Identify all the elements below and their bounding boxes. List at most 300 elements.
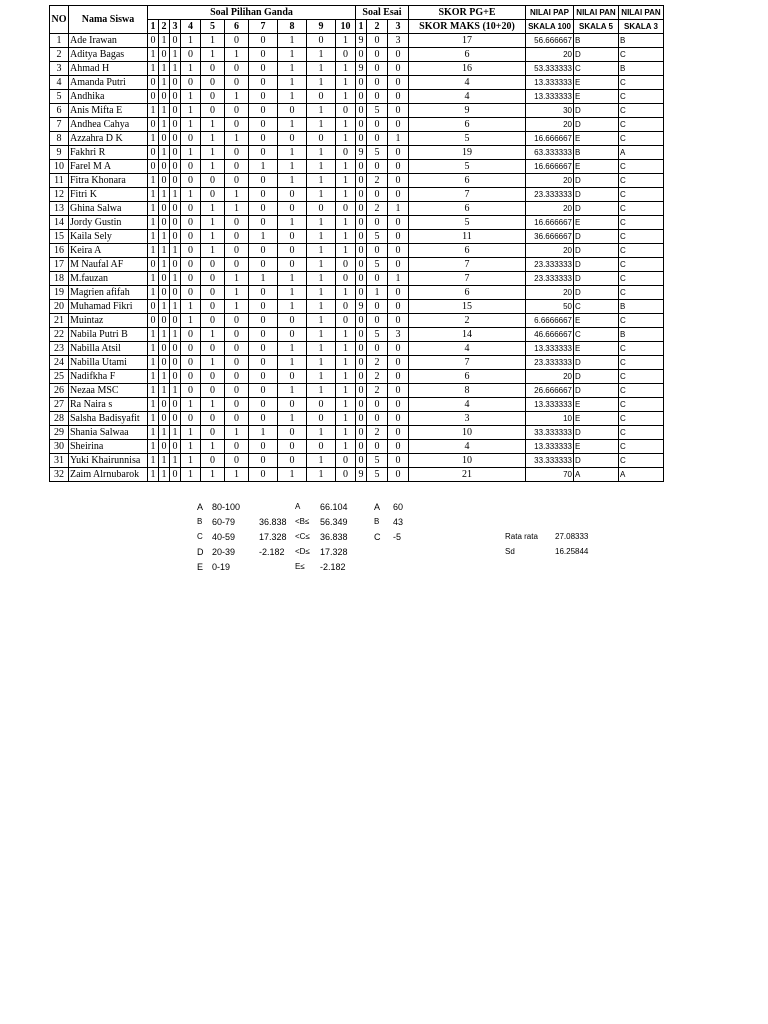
pg-score: 1: [148, 104, 159, 118]
nilai-pap-100: 23.333333: [526, 258, 574, 272]
pg-score: 0: [249, 118, 278, 132]
total-score: 15: [409, 300, 526, 314]
table-row: [50, 342, 664, 356]
nilai-pan-3: B: [619, 34, 664, 48]
nilai-pan-3: C: [619, 104, 664, 118]
esai-score: 9: [356, 300, 367, 314]
pg-score: 0: [159, 440, 170, 454]
pg-score: 1: [170, 188, 181, 202]
esai-score: 0: [356, 454, 367, 468]
nilai-pan-3: C: [619, 48, 664, 62]
pg-score: 0: [278, 426, 307, 440]
pg-score: 0: [181, 356, 201, 370]
pg-score: 0: [159, 202, 170, 216]
pg-score: 0: [148, 258, 159, 272]
table-row: [50, 104, 664, 118]
nilai-pan-5: E: [574, 342, 619, 356]
total-score: 6: [409, 244, 526, 258]
pg-score: 0: [159, 342, 170, 356]
table-row: [50, 426, 664, 440]
row-number: 8: [50, 132, 69, 146]
pg-score: 1: [159, 146, 170, 160]
pg-score: 0: [278, 258, 307, 272]
pg-score: 0: [159, 160, 170, 174]
pg-score: 0: [225, 76, 249, 90]
pg-score: 1: [148, 286, 159, 300]
pg-score: 1: [336, 216, 356, 230]
pg-score: 1: [159, 104, 170, 118]
pap-grade: D: [197, 547, 204, 557]
pg-score: 1: [148, 132, 159, 146]
pg-score: 0: [170, 314, 181, 328]
row-number: 10: [50, 160, 69, 174]
esai-score: 0: [356, 48, 367, 62]
nilai-pan-5: E: [574, 216, 619, 230]
pg-score: 1: [336, 412, 356, 426]
pg-score: 0: [249, 146, 278, 160]
student-name: Jordy Gustin: [69, 216, 148, 230]
row-number: 4: [50, 76, 69, 90]
student-name: Fitri K: [69, 188, 148, 202]
pg-score: 1: [225, 300, 249, 314]
esai-score: 0: [356, 104, 367, 118]
pg-score: 0: [170, 34, 181, 48]
nilai-pap-100: 56.666667: [526, 34, 574, 48]
table-row: [50, 132, 664, 146]
nilai-pap-100: 50: [526, 300, 574, 314]
row-number: 12: [50, 188, 69, 202]
esai-score: 0: [388, 300, 409, 314]
nilai-pap-100: 33.333333: [526, 454, 574, 468]
esai-score: 0: [356, 230, 367, 244]
pg-score: 1: [336, 286, 356, 300]
pg-score: 0: [201, 174, 225, 188]
esai-score: 0: [356, 76, 367, 90]
nilai-pan-5: D: [574, 104, 619, 118]
row-number: 14: [50, 216, 69, 230]
pg-score: 0: [170, 146, 181, 160]
pg-score: 1: [201, 468, 225, 482]
pg-score: 1: [148, 216, 159, 230]
esai-score: 0: [388, 468, 409, 482]
pg-score: 1: [278, 356, 307, 370]
pan5-lower: 36.838: [259, 517, 287, 527]
row-number: 17: [50, 258, 69, 272]
pg-score: 0: [278, 104, 307, 118]
nilai-pan-5: E: [574, 412, 619, 426]
esai-score: 5: [367, 454, 388, 468]
table-row: [50, 258, 664, 272]
esai-score: 0: [388, 356, 409, 370]
esai-score: 0: [388, 174, 409, 188]
pg-score: 0: [181, 244, 201, 258]
esai-score: 0: [367, 48, 388, 62]
esai-score: 0: [388, 258, 409, 272]
esai-score: 5: [367, 258, 388, 272]
pg-score: 0: [170, 90, 181, 104]
pg-score: 1: [181, 314, 201, 328]
esai-score: 0: [367, 188, 388, 202]
esai-score: 9: [356, 146, 367, 160]
student-name: Nabilla Utami: [69, 356, 148, 370]
total-score: 7: [409, 356, 526, 370]
pg-score: 0: [307, 440, 336, 454]
pap-range: 40-59: [212, 532, 236, 542]
esai-score: 0: [367, 244, 388, 258]
total-score: 21: [409, 468, 526, 482]
pg-score: 1: [170, 454, 181, 468]
pg-score: 0: [249, 328, 278, 342]
pan5-operator: <B≤: [295, 517, 310, 526]
nilai-pan-3: C: [619, 216, 664, 230]
pg-score: 0: [225, 328, 249, 342]
table-row: [50, 384, 664, 398]
pg-score: 0: [170, 160, 181, 174]
esai-score: 0: [356, 160, 367, 174]
table-row: [50, 230, 664, 244]
esai-score: 0: [367, 300, 388, 314]
pg-score: 1: [307, 426, 336, 440]
pg-score: 0: [278, 202, 307, 216]
table-row: [50, 454, 664, 468]
nilai-pap-100: 23.333333: [526, 272, 574, 286]
esai-score: 1: [367, 286, 388, 300]
pg-score: 0: [225, 216, 249, 230]
pg-score: 0: [201, 286, 225, 300]
pg-score: 0: [201, 384, 225, 398]
pg-score: 1: [181, 90, 201, 104]
pg-score: 0: [201, 300, 225, 314]
pg-score: 0: [148, 160, 159, 174]
esai-score: 0: [388, 118, 409, 132]
pg-score: 1: [336, 174, 356, 188]
pg-score: 1: [336, 426, 356, 440]
esai-score: 0: [356, 90, 367, 104]
nilai-pan-3: C: [619, 202, 664, 216]
esai-score: 1: [388, 132, 409, 146]
esai-score: 0: [388, 216, 409, 230]
pan5-upper: 66.104: [320, 502, 348, 512]
pg-score: 1: [159, 300, 170, 314]
pg-score: 1: [307, 174, 336, 188]
pg-score: 1: [278, 272, 307, 286]
pg-score: 1: [159, 454, 170, 468]
pg-score: 0: [336, 300, 356, 314]
pg-score: 1: [225, 132, 249, 146]
esai-score: 0: [367, 132, 388, 146]
total-score: 3: [409, 412, 526, 426]
nilai-pan-3: C: [619, 230, 664, 244]
pg-score: 0: [225, 398, 249, 412]
pg-score: 0: [249, 202, 278, 216]
student-name: Farel M A: [69, 160, 148, 174]
esai-score: 0: [356, 384, 367, 398]
header-nilai-pap-line2: SKALA 100: [526, 20, 574, 34]
pg-score: 0: [225, 412, 249, 426]
pg-score: 1: [201, 244, 225, 258]
row-number: 31: [50, 454, 69, 468]
esai-score: 2: [367, 174, 388, 188]
pg-score: 0: [181, 174, 201, 188]
esai-score: 1: [388, 272, 409, 286]
row-number: 19: [50, 286, 69, 300]
pg-score: 0: [159, 132, 170, 146]
pg-score: 1: [201, 202, 225, 216]
pg-score: 1: [278, 160, 307, 174]
header-pg-q8: 8: [278, 20, 307, 34]
pan3-grade: C: [374, 532, 381, 542]
pg-score: 1: [307, 328, 336, 342]
row-number: 32: [50, 468, 69, 482]
pg-score: 0: [278, 370, 307, 384]
nilai-pan-5: D: [574, 356, 619, 370]
student-name: Aditya Bagas: [69, 48, 148, 62]
esai-score: 5: [367, 468, 388, 482]
pan5-upper: 56.349: [320, 517, 348, 527]
pg-score: 1: [181, 146, 201, 160]
pg-score: 0: [181, 370, 201, 384]
esai-score: 0: [367, 216, 388, 230]
pg-score: 1: [148, 398, 159, 412]
header-soal-pilihan-ganda: Soal Pilihan Ganda: [148, 6, 356, 20]
mean-value: 27.08333: [555, 532, 589, 541]
pg-score: 0: [249, 34, 278, 48]
nilai-pap-100: 26.666667: [526, 384, 574, 398]
pg-score: 0: [201, 62, 225, 76]
pg-score: 0: [225, 258, 249, 272]
pg-score: 1: [148, 356, 159, 370]
pg-score: 1: [159, 426, 170, 440]
pan5-lower: -2.182: [259, 547, 285, 557]
esai-score: 2: [367, 370, 388, 384]
header-nilai-pap-line1: NILAI PAP: [526, 6, 574, 20]
student-name: Muhamad Fikri: [69, 300, 148, 314]
pg-score: 1: [336, 76, 356, 90]
esai-score: 0: [388, 412, 409, 426]
pg-score: 0: [170, 230, 181, 244]
esai-score: 0: [388, 48, 409, 62]
student-name: Ghina Salwa: [69, 202, 148, 216]
pg-score: 1: [307, 454, 336, 468]
pan5-upper: -2.182: [320, 562, 346, 572]
pg-score: 1: [148, 230, 159, 244]
table-row: [50, 188, 664, 202]
pg-score: 0: [181, 48, 201, 62]
pg-score: 0: [148, 90, 159, 104]
pg-score: 1: [307, 300, 336, 314]
esai-score: 0: [356, 426, 367, 440]
pg-score: 1: [170, 48, 181, 62]
pg-score: 0: [148, 76, 159, 90]
header-pg-q1: 1: [148, 20, 159, 34]
pg-score: 0: [249, 174, 278, 188]
nilai-pan-5: D: [574, 48, 619, 62]
pg-score: 0: [225, 314, 249, 328]
table-row: [50, 90, 664, 104]
student-name: Fakhri R: [69, 146, 148, 160]
esai-score: 0: [356, 202, 367, 216]
esai-score: 2: [367, 202, 388, 216]
pap-range: 20-39: [212, 547, 236, 557]
nilai-pan-3: A: [619, 468, 664, 482]
nilai-pan-3: C: [619, 118, 664, 132]
student-name: Nadifkha F: [69, 370, 148, 384]
pg-score: 0: [278, 244, 307, 258]
esai-score: 0: [356, 174, 367, 188]
table-row: [50, 244, 664, 258]
pg-score: 1: [307, 160, 336, 174]
pg-score: 1: [170, 272, 181, 286]
pg-score: 0: [201, 342, 225, 356]
table-row: [50, 328, 664, 342]
pg-score: 0: [278, 454, 307, 468]
table-row: [50, 118, 664, 132]
pg-score: 1: [249, 272, 278, 286]
student-name: Keira A: [69, 244, 148, 258]
total-score: 16: [409, 62, 526, 76]
nilai-pap-100: 20: [526, 244, 574, 258]
total-score: 6: [409, 370, 526, 384]
pg-score: 1: [201, 398, 225, 412]
nilai-pan-3: B: [619, 62, 664, 76]
esai-score: 0: [356, 118, 367, 132]
pg-score: 1: [278, 412, 307, 426]
table-row: [50, 272, 664, 286]
header-pg-q10: 10: [336, 20, 356, 34]
row-number: 11: [50, 174, 69, 188]
pg-score: 0: [225, 146, 249, 160]
row-number: 27: [50, 398, 69, 412]
total-score: 6: [409, 118, 526, 132]
pg-score: 0: [249, 90, 278, 104]
student-name: Andhika: [69, 90, 148, 104]
total-score: 4: [409, 398, 526, 412]
pg-score: 0: [170, 356, 181, 370]
esai-score: 0: [367, 314, 388, 328]
nilai-pan-3: C: [619, 132, 664, 146]
pg-score: 1: [159, 188, 170, 202]
nilai-pan-5: D: [574, 272, 619, 286]
row-number: 25: [50, 370, 69, 384]
esai-score: 0: [388, 454, 409, 468]
nilai-pan-5: E: [574, 398, 619, 412]
pan5-operator: A: [295, 502, 301, 511]
nilai-pap-100: 6.6666667: [526, 314, 574, 328]
pg-score: 0: [170, 370, 181, 384]
pg-score: 0: [249, 454, 278, 468]
pg-score: 0: [148, 314, 159, 328]
sd-value: 16.25844: [555, 547, 589, 556]
header-nama-siswa: Nama Siswa: [69, 6, 148, 34]
pg-score: 1: [278, 146, 307, 160]
nilai-pap-100: 13.333333: [526, 342, 574, 356]
esai-score: 0: [388, 160, 409, 174]
pg-score: 1: [225, 272, 249, 286]
pap-grade: B: [197, 517, 203, 526]
pg-score: 0: [249, 314, 278, 328]
pg-score: 1: [225, 286, 249, 300]
pap-range: 80-100: [212, 502, 241, 512]
pg-score: 1: [336, 34, 356, 48]
nilai-pan-3: C: [619, 258, 664, 272]
nilai-pap-100: 20: [526, 118, 574, 132]
pg-score: 0: [307, 90, 336, 104]
pg-score: 1: [181, 426, 201, 440]
pan3-value: 60: [393, 502, 404, 512]
pg-score: 0: [225, 370, 249, 384]
pg-score: 1: [148, 426, 159, 440]
pg-score: 0: [159, 412, 170, 426]
pg-score: 0: [170, 440, 181, 454]
table-row: [50, 76, 664, 90]
pg-score: 0: [181, 76, 201, 90]
esai-score: 0: [388, 426, 409, 440]
table-row: [50, 62, 664, 76]
pg-score: 1: [336, 160, 356, 174]
total-score: 7: [409, 272, 526, 286]
esai-score: 0: [367, 398, 388, 412]
esai-score: 9: [356, 468, 367, 482]
esai-score: 0: [367, 118, 388, 132]
header-nilai-pan3-line1: NILAI PAN: [619, 6, 664, 20]
esai-score: 0: [356, 314, 367, 328]
pg-score: 0: [336, 48, 356, 62]
row-number: 15: [50, 230, 69, 244]
header-pg-q2: 2: [159, 20, 170, 34]
total-score: 6: [409, 174, 526, 188]
pg-score: 1: [201, 160, 225, 174]
pg-score: 1: [307, 230, 336, 244]
pan5-operator: <C≤: [295, 532, 310, 541]
table-row: [50, 370, 664, 384]
pg-score: 0: [148, 34, 159, 48]
student-name: Anis Mifta E: [69, 104, 148, 118]
pg-score: 1: [336, 356, 356, 370]
row-number: 24: [50, 356, 69, 370]
nilai-pan-5: E: [574, 160, 619, 174]
esai-score: 3: [388, 34, 409, 48]
pg-score: 1: [170, 62, 181, 76]
pg-score: 1: [278, 342, 307, 356]
table-row: [50, 34, 664, 48]
pg-score: 0: [148, 300, 159, 314]
pg-score: 0: [336, 104, 356, 118]
pg-score: 0: [170, 468, 181, 482]
esai-score: 0: [356, 216, 367, 230]
row-number: 2: [50, 48, 69, 62]
row-number: 3: [50, 62, 69, 76]
header-nilai-pan5-line1: NILAI PAN: [574, 6, 619, 20]
pg-score: 0: [225, 440, 249, 454]
pg-score: 0: [225, 244, 249, 258]
nilai-pan-3: C: [619, 356, 664, 370]
pg-score: 1: [170, 328, 181, 342]
pg-score: 1: [307, 244, 336, 258]
nilai-pan-5: E: [574, 440, 619, 454]
esai-score: 1: [388, 202, 409, 216]
esai-score: 0: [367, 412, 388, 426]
pg-score: 0: [225, 356, 249, 370]
pg-score: 1: [201, 356, 225, 370]
pg-score: 1: [307, 104, 336, 118]
total-score: 5: [409, 216, 526, 230]
pan3-grade: B: [374, 517, 380, 526]
pg-score: 1: [225, 48, 249, 62]
pg-score: 1: [159, 244, 170, 258]
header-skor-line1: SKOR PG+E: [409, 6, 526, 20]
nilai-pan-5: A: [574, 468, 619, 482]
pg-score: 0: [307, 34, 336, 48]
